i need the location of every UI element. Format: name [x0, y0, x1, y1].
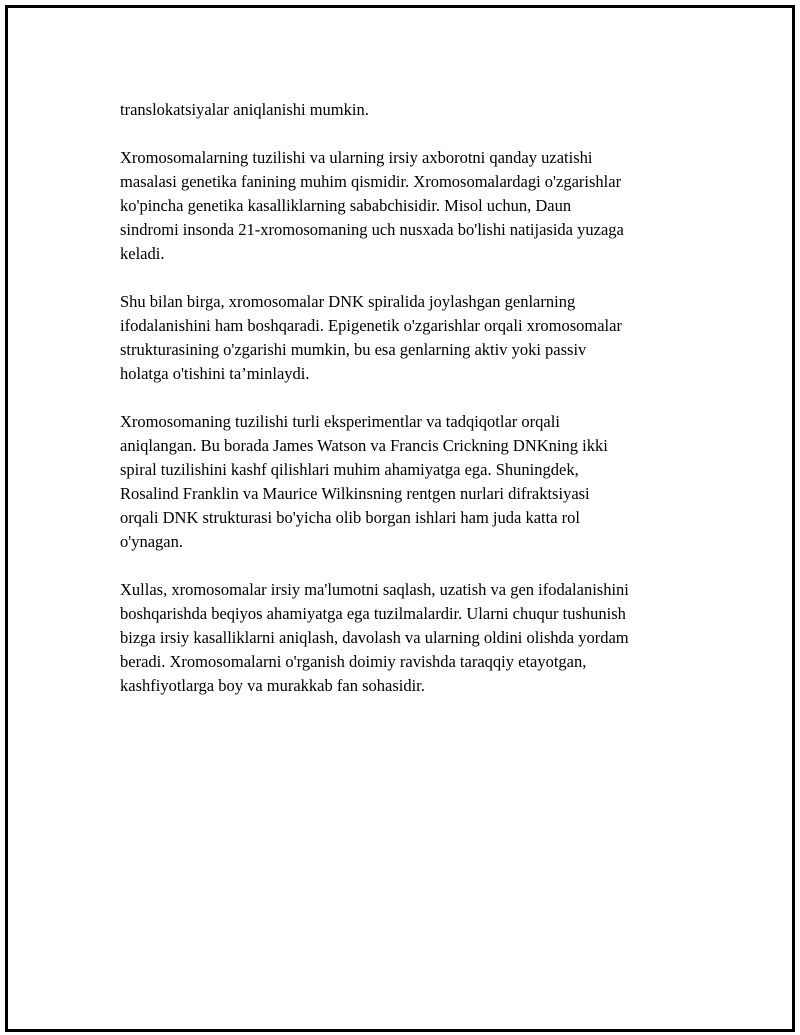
- paragraph-5: [120, 578, 690, 698]
- paragraph-line: Rosalind Franklin va Maurice Wilkinsning rentgen nurlari difraktsiyasi: [120, 484, 590, 503]
- paragraph-2: [120, 146, 690, 266]
- paragraph-line: o'ynagan.: [120, 532, 183, 551]
- paragraph-line: kashfiyotlarga boy va murakkab fan sohasidir.: [120, 676, 425, 695]
- document-body: [120, 98, 690, 722]
- paragraph-line: boshqarishda beqiyos ahamiyatga ega tuzilmalardir. Ularni chuqur tushunish: [120, 604, 626, 623]
- paragraph-line: Shu bilan birga, xromosomalar DNK spiralida joylashgan genlarning: [120, 292, 576, 311]
- paragraph-line: sindromi insonda 21-xromosomaning uch nusxada bo'lishi natijasida yuzaga: [120, 220, 624, 239]
- paragraph-line: holatga o'tishini ta’minlaydi.: [120, 364, 310, 383]
- paragraph-line: Xromosomalarning tuzilishi va ularning irsiy axborotni qanday uzatishi: [120, 148, 593, 167]
- paragraph-1: [120, 98, 690, 122]
- paragraph-line: Xullas, xromosomalar irsiy ma'lumotni saqlash, uzatish va gen ifodalanishini: [120, 580, 629, 599]
- paragraph-line: keladi.: [120, 244, 165, 263]
- paragraph-line: ifodalanishini ham boshqaradi. Epigenetik o'zgarishlar orqali xromosomalar: [120, 316, 622, 335]
- paragraph-line: Xromosomaning tuzilishi turli eksperimentlar va tadqiqotlar orqali: [120, 412, 560, 431]
- paragraph-line: beradi. Xromosomalarni o'rganish doimiy ravishda taraqqiy etayotgan,: [120, 652, 587, 671]
- paragraph-line: masalasi genetika fanining muhim qismidir. Xromosomalardagi o'zgarishlar: [120, 172, 622, 191]
- paragraph-line: aniqlangan. Bu borada James Watson va Francis Crickning DNKning ikki: [120, 436, 608, 455]
- paragraph-line: orqali DNK strukturasi bo'yicha olib borgan ishlari ham juda katta rol: [120, 508, 580, 527]
- paragraph-line: translokatsiyalar aniqlanishi mumkin.: [120, 100, 369, 119]
- paragraph-3: [120, 290, 690, 386]
- paragraph-line: spiral tuzilishini kashf qilishlari muhim ahamiyatga ega. Shuningdek,: [120, 460, 579, 479]
- paragraph-line: strukturasining o'zgarishi mumkin, bu esa genlarning aktiv yoki passiv: [120, 340, 587, 359]
- paragraph-line: bizga irsiy kasalliklarni aniqlash, davolash va ularning oldini olishda yordam: [120, 628, 629, 647]
- page-frame: [5, 5, 795, 1032]
- paragraph-4: [120, 410, 690, 554]
- paragraph-line: ko'pincha genetika kasalliklarning sababchisidir. Misol uchun, Daun: [120, 196, 572, 215]
